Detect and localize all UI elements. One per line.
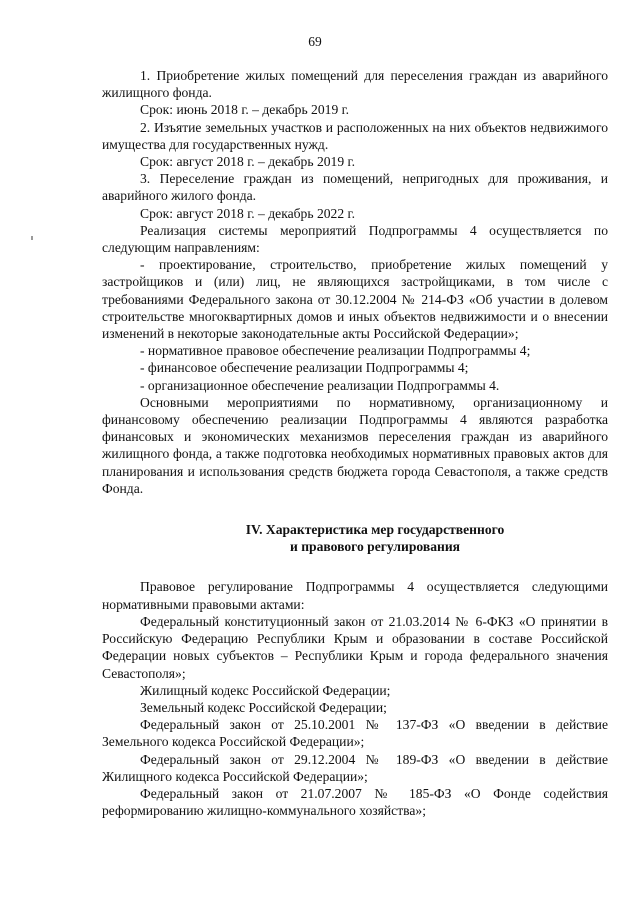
scan-artifact-mark [31,236,33,240]
law-137-fz: Федеральный закон от 25.10.2001 № 137-ФЗ «О введении в действие Земельного кодекса Российской Федерации»; [102,717,608,750]
law-185-fz: Федеральный закон от 21.07.2007 № 185-ФЗ «О Фонде содействия реформированию жилищно-коммунального хозяйства»; [102,785,608,819]
direction-design: - проектирование, строительство, приобретение жилых помещений у застройщиков и (или) лиц, не являющихся застройщиками, в том числе с требованиями Федерального закона от 30.12.2004 № 214-ФЗ «Об участии в долевом строительстве многоквартирных домов и иных объектов недвижимости и о внесении изменений в некоторые законодательные акты Российской Федерации»; [102,257,608,342]
item-2-withdrawal: 2. Изъятие земельных участков и расположенных на них объектов недвижимого имущества для государственных нужд. [102,119,608,152]
item-1-term: Срок: июнь 2018 г. – декабрь 2019 г. [140,102,350,118]
section-heading-line-1: IV. Характеристика мер государственного [245,522,505,538]
section-heading-line-2: и правового регулирования [289,539,461,555]
direction-organizational: - организационное обеспечение реализации Подпрограммы 4. [140,377,500,393]
legal-regulation-intro: Правовое регулирование Подпрограммы 4 осуществляется следующими нормативными правовыми актами: [102,579,608,612]
document-body [102,67,608,819]
main-measures: Основными мероприятиями по нормативному, организационному и финансовому обеспечению реализации Подпрограммы 4 являются разработка финансовых и экономических механизмов переселения граждан из аварийного жилищного фонда, а также подготовка необходимых нормативных правовых актов для планирования и использования средств бюджета города Севастополя, а также средств Фонда. [102,394,608,496]
housing-code: Жилищный кодекс Российской Федерации; [140,682,391,698]
item-3-resettlement: 3. Переселение граждан из помещений, непригодных для проживания, и аварийного жилого фонда. [102,171,608,204]
item-3-term: Срок: август 2018 г. – декабрь 2022 г. [140,205,355,221]
page-number: 69 [308,34,322,49]
direction-legal: - нормативное правовое обеспечение реализации Подпрограммы 4; [140,343,531,359]
land-code: Земельный кодекс Российской Федерации; [140,699,387,715]
item-2-term: Срок: август 2018 г. – декабрь 2019 г. [140,154,355,170]
item-1-acquisition: 1. Приобретение жилых помещений для переселения граждан из аварийного жилищного фонда. [102,68,608,101]
implementation-intro: Реализация системы мероприятий Подпрограммы 4 осуществляется по следующим направлениям: [102,222,608,256]
section-heading [102,521,608,555]
law-fkz-6: Федеральный конституционный закон от 21.03.2014 № 6-ФКЗ «О принятии в Российскую Федерацию Республики Крым и образовании в составе Российской Федерации новых субъектов – Республики Крым и города федерального значения Севастополя»; [102,613,608,681]
law-189-fz: Федеральный закон от 29.12.2004 № 189-ФЗ «О введении в действие Жилищного кодекса Российской Федерации»; [102,751,608,784]
direction-financial: - финансовое обеспечение реализации Подпрограммы 4; [140,360,469,376]
